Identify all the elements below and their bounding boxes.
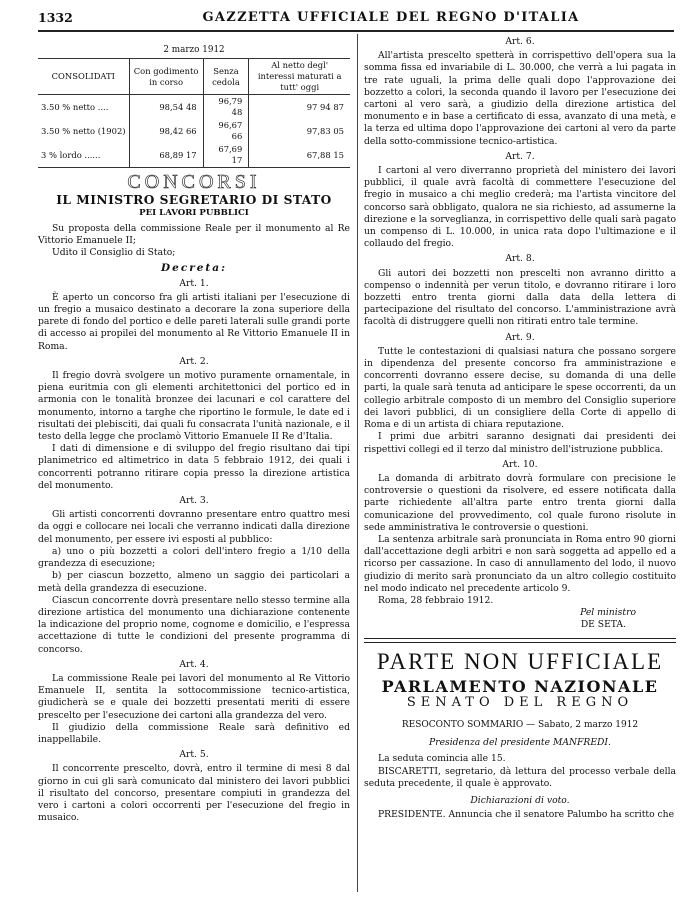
article-heading: Art. 10. [502, 458, 538, 470]
article-heading: Art. 9. [505, 331, 535, 343]
table-cell: 3.50 % netto .... [41, 101, 109, 112]
article-heading: Art. 2. [179, 355, 209, 367]
table-cell: 67,88 15 [249, 143, 350, 168]
header-rule [38, 30, 674, 32]
paragraph: b) per ciascun bozzetto, almeno un saggio dei particolari a metà della grandezza di esecuzione. [38, 570, 350, 594]
table-cell: 67,69 17 [203, 143, 249, 168]
paragraph: Tutte le contestazioni di qualsiasi natura che possano sorgere in dipendenza del presente concorso fra amministrazione e concorrenti dovranno essere decise, su domanda di una delle parti, la quale sarà tenuta ad anticipare le spese occorrenti, da un collegio arbitrale composto di un membro del Consiglio superiore dei lavori pubblici, di un consigliere della Corte di appello di Roma e di un artista di chiara reputazione. [364, 345, 676, 431]
newspaper-title: GAZZETTA UFFICIALE DEL REGNO D'ITALIA [202, 10, 580, 25]
table-cell: 97,83 05 [249, 119, 350, 143]
page-number: 1332 [38, 10, 73, 25]
paragraph: All'artista prescelto spetterà in corrispettivo dell'opera sua la somma fissa ed invariabile di L. 30.000, che verrà a lui pagata in tre rate uguali, la prima delle quali dopo l'approvazione dei bozzetto a colori, la seconda quando il lavoro per l'esecuzione dei cartoni al vero sarà, a giudizio della direzione artistica del monumento e in base a certificato di essa, avanzato di una metà, e la terza ed ultima dopo l'approvazione dei cartoni al vero da parte della sotto-commissione tecnico-artistica. [364, 50, 676, 147]
paragraph: PRESIDENTE. Annuncia che il senatore Palumbo ha scritto che [378, 809, 675, 821]
paragraph: Udito il Consiglio di Stato; [52, 247, 176, 259]
table-cell: 97 94 87 [249, 95, 350, 120]
paragraph: La seduta comincia alle 15. [378, 753, 506, 765]
parte-non-ufficiale-heading: PARTE NON UFFICIALE [376, 648, 664, 674]
paragraph: La commissione Reale pei lavori del monumento al Re Vittorio Emanuele II, sentita la sottocommissione tecnico-artistica, giudicherà se e quale dei bozzetti presentati meriti di essere prescelto per l'esecuzione dei cartoni alla grandezza del vero. [38, 672, 350, 721]
article-heading: Art. 4. [179, 658, 209, 670]
table-cell: 3 % lordo ...... [38, 143, 129, 168]
paragraph: Il concorrente prescelto, dovrà, entro il termine di mesi 8 dal giorno in cui gli sarà comunicato dal ministero dei lavori pubblici il risultato del concorso, presentare compiuti in grandezza del vero i cartoni a colori occorrenti per l'esecuzione del fregio in musaico. [38, 763, 350, 824]
section-divider [364, 638, 676, 643]
dichiarazioni-heading: Dichiarazioni di voto. [470, 794, 570, 806]
paragraph: Ciascun concorrente dovrà presentare nello stesso termine alla direzione artistica del monumento una dichiarazione contenente la indicazione del proprio nome, cognome e domicilio, e l'espressa accettazione di tutte le condizioni del presente programma di concorso. [38, 594, 350, 655]
article-heading: Art. 8. [505, 253, 535, 265]
table-header: Al netto degl' interessi maturati a tutt' oggi [249, 59, 350, 95]
ministro-heading: IL MINISTRO SEGRETARIO DI STATO [56, 193, 332, 208]
presidenza-line: Presidenza del presidente MANFREDI. [429, 737, 611, 749]
article-heading: Art. 7. [505, 150, 535, 162]
senato-heading: SENATO DEL REGNO [406, 694, 634, 710]
paragraph: Gli artisti concorrenti dovranno presentare entro quattro mesi da oggi e collocare nei locali che verranno indicati dalla direzione del monumento, per essere ivi esposti al pubblico: [38, 509, 350, 545]
left-column [38, 36, 350, 824]
paragraph: BISCARETTI, segretario, dà lettura del processo verbale della seduta precedente, il quale è approvato. [364, 765, 676, 789]
paragraph: Il fregio dovrà svolgere un motivo puramente ornamentale, in piena euritmia con gli elementi architettonici del portico ed in armonia con le tonalità bronzee dei lacunari e col carattere del monumento, intorno a targhe che riportino le formule, le date ed i risultati dei plebisciti, dai quali fu consacrata l'unità nazionale, e il testo della legge che proclamò Vittorio Emanuele II Re d'Italia. [38, 370, 350, 443]
resoconto-line: RESOCONTO SOMMARIO — Sabato, 2 marzo 1912 [401, 719, 639, 730]
table-cell: 96,79 48 [203, 95, 249, 120]
concorsi-heading: CONCORSI [127, 171, 261, 194]
consolidati-table [38, 58, 350, 168]
paragraph: Il giudizio della commissione Reale sarà definitivo ed inappellabile. [38, 721, 350, 745]
parlamento-heading: PARLAMENTO NAZIONALE [381, 676, 659, 696]
table-cell: 96,67 66 [203, 119, 249, 143]
decreta-heading: Decreta: [161, 262, 227, 275]
table-row [38, 143, 350, 168]
paragraph: Gli autori dei bozzetti non prescelti non avranno diritto a compenso o indennità per verun titolo, e dovranno ritirare i loro bozzetti entro trenta giorni dalla data della lettera di partecipazione del risultato del concorso. L'amministrazione avrà facoltà di distruggere quelli non ritirati entro tale termine. [364, 267, 676, 328]
page-header [38, 8, 674, 30]
article-heading: Art. 5. [179, 749, 209, 761]
article-heading: Art. 3. [179, 495, 209, 507]
paragraph: Su proposta della commissione Reale per il monumento al Re Vittorio Emanuele II; [38, 222, 350, 247]
paragraph: I dati di dimensione e di sviluppo del fregio risultano dai tipi planimetrico ed altimetrico in data 5 febbraio 1912, dei quali i concorrenti potranno ritirare copia presso la direzione artistica del monumento. [38, 443, 350, 491]
consolidati-date: 2 marzo 1912 [163, 45, 225, 55]
decree-date: Roma, 28 febbraio 1912. [378, 594, 494, 606]
table-cell: 3.50 % netto (1902) [41, 125, 126, 136]
signature-de-seta: DE SETA. [580, 619, 626, 631]
table-cell: 68,89 17 [129, 143, 203, 168]
pel-ministro: Pel ministro [580, 607, 636, 619]
article-heading: Art. 6. [505, 36, 535, 47]
paragraph: La domanda di arbitrato dovrà formulare con precisione le controversie o questioni da risolvere, ed essere notificata dalla parte richiedente all'altra parte entro trenta giorni dalla comunicazione del provvedimento, col quale furono risolute in sede amministrativa le controversie o questioni. [364, 472, 676, 533]
paragraph: È aperto un concorso fra gli artisti italiani per l'esecuzione di un fregio a musaico destinato a decorare la zona superiore della parete di fondo del portico e delle pareti laterali sulle grandi porte di accesso ai propilei del monumento al Re Vittorio Emanuele II in Roma. [38, 291, 350, 352]
paragraph: I primi due arbitri saranno designati dai presidenti dei rispettivi collegi ed il terzo dal ministro dell'istruzione pubblica. [364, 431, 676, 455]
lavori-subheading: PEI LAVORI PUBBLICI [139, 207, 249, 218]
table-cell: 98,42 66 [129, 119, 203, 143]
paragraph: a) uno o più bozzetti a colori dell'intero fregio a 1/10 della grandezza di esecuzione; [38, 545, 350, 570]
paragraph: La sentenza arbitrale sarà pronunciata in Roma entro 90 giorni dall'accettazione degli arbitri e non sarà soggetta ad appello ed a ricorso per cassazione. In caso di annullamento del lodo, il nuovo giudizio di merito sarà pronunciato da un altro collegio costituito nel modo indicato nel precedente articolo 9. [364, 533, 676, 594]
paragraph: I cartoni al vero diverranno proprietà del ministero dei lavori pubblici, il quale avrà facoltà di commettere l'esecuzione del fregio in musaico a chi meglio crederà; ma l'artista vincitore del concorso sarà obbligato, qualora ne sia richiesto, ad assumerne la direzione e la sorveglianza, in corrispettivo delle quali sarà pagato un compenso di L. 10.000, in unica rata dopo l'ultimazione e il collaudo del fregio. [364, 165, 676, 250]
table-header: Senza cedola [203, 59, 249, 95]
table-cell: 98,54 48 [129, 95, 203, 120]
table-header: Con godimento in corso [129, 59, 203, 95]
right-column [364, 36, 676, 821]
table-row [38, 95, 350, 120]
article-heading: Art. 1. [179, 277, 209, 289]
table-header-row [38, 59, 350, 95]
table-header: CONSOLIDATI [38, 59, 129, 95]
table-row [38, 119, 350, 143]
column-divider [357, 34, 358, 892]
